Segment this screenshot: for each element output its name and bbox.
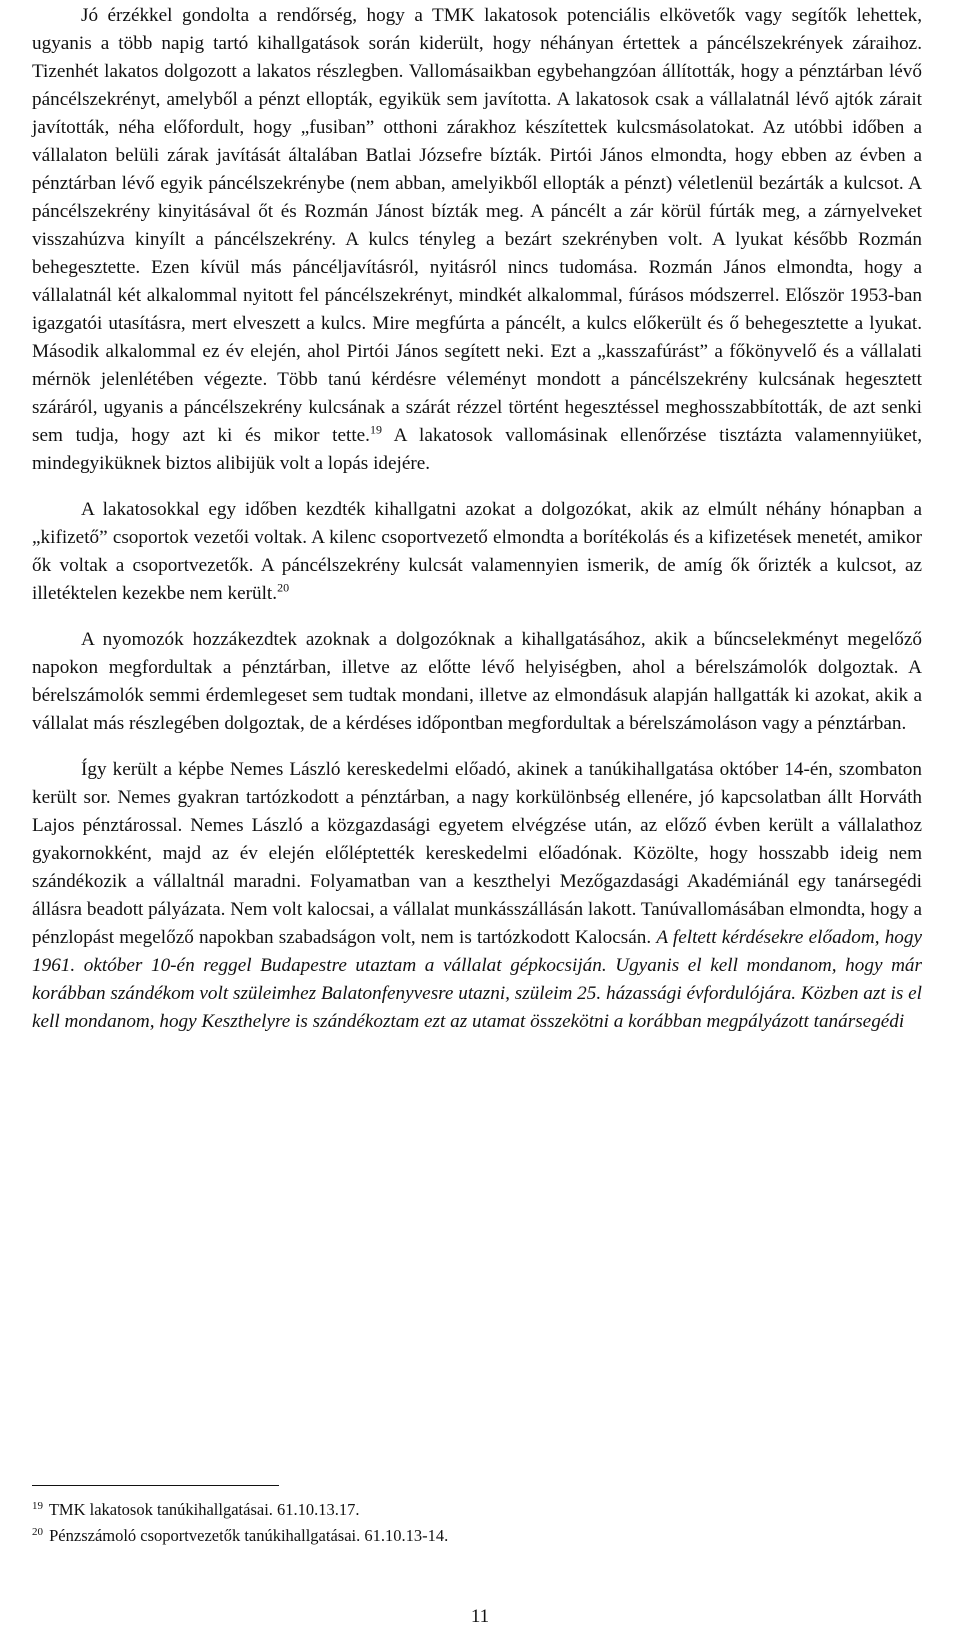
footnote-text: TMK lakatosok tanúkihallgatásai. 61.10.13.17. xyxy=(48,1500,360,1519)
paragraph-3-text: A nyomozók hozzákezdtek azoknak a dolgozóknak a kihallgatásához, akik a bűncselekményt megelőző napokon megfordultak a pénztárban, illetve az előtte lévő helyiségben, ahol a bérelszámolók dolgoztak. A bérelszámolók semmi érdemlegeset sem tudtak mondani, illetve az elmondásuk alapján hallgatták ki azokat, akik a vállalat más részlegében dolgoztak, de a kérdéses időpontban megfordultak a bérelszámoláson vagy a pénztárban. xyxy=(32,629,922,734)
footnote-19 xyxy=(32,1497,922,1523)
paragraph-1-after: A lakatosok vallomásinak ellenőrzése tisztázta valamennyiüket, mindegyiküknek biztos alibijük volt a lopás idejére. xyxy=(32,425,922,474)
paragraph-3 xyxy=(32,626,922,738)
footnote-separator xyxy=(32,1485,279,1486)
paragraph-2-text: A lakatosokkal egy időben kezdték kihallgatni azokat a dolgozókat, akik az elmúlt néhány hónapban a „kifizető” csoportok vezetői voltak. A kilenc csoportvezető elmondta a borítékolás és a kifizetések menetét, amikor ők voltak a csoportvezetők. A páncélszekrény kulcsát valamennyien ismerik, de amíg ők őrizték a kulcsot, az illetéktelen kezekbe nem került. xyxy=(32,499,922,604)
paragraph-4 xyxy=(32,756,922,1036)
footnote-20 xyxy=(32,1523,922,1549)
paragraph-4-quote: A feltett kérdésekre előadom, hogy 1961. október 10-én reggel Budapestre utaztam a vállalat gépkocsiján. Ugyanis el kell mondanom, hogy már korábban szándékom volt szüleimhez Balatonfenyvesre utazni, szüleim 25. házassági évfordulójára. Közben azt is el kell mondanom, hogy Keszthelyre is szándékoztam ezt az utamat összekötni a korábban megpályázott tanársegédi xyxy=(32,927,922,1032)
paragraph-2 xyxy=(32,496,922,608)
paragraph-1-text: Jó érzékkel gondolta a rendőrség, hogy a TMK lakatosok potenciális elkövetők vagy segítők lehettek, ugyanis a több napig tartó kihallgatások során kiderült, hogy néhányan értettek a páncélszekrények záraihoz. Tizenhét lakatos dolgozott a lakatos részlegben. Vallomásaikban egybehangzóan állították, hogy a pénztárban lévő páncélszekrényt, amelyből a pénzt ellopták, egyikük sem javította. A lakatosok csak a vállalatnál lévő ajtók zárait javították, néha előfordult, hogy „fusiban” otthoni zárakhoz készítettek kulcsmásolatokat. Az utóbbi időben a vállalaton belüli zárak javítását általában Batlai Józsefre bízták. Pirtói János elmondta, hogy ebben az évben a pénztárban lévő egyik páncélszekrénybe (nem abban, amelyikből ellopták a pénzt) véletlenül bezárták a kulcsot. A páncélszekrény kinyitásával őt és Rozmán Jánost bízták meg. A páncélt a zár körül fúrták meg, a zárnyelveket visszahúzva kinyílt a páncélszekrény. A kulcs tényleg a bezárt szekrényben volt. A lyukat később Rozmán behegesztette. Ezen kívül más páncéljavításról, nyitásról nincs tudomása. Rozmán János elmondta, hogy a vállalatnál két alkalommal nyitott fel páncélszekrényt, mindkét alkalommal, fúrásos módszerrel. Először 1953-ban igazgatói utasításra, mert elveszett a kulcs. Mire megfúrta a páncélt, a kulcs előkerült és ő behegesztette a lyukat. Második alkalommal ez év elején, ahol Pirtói János segített neki. Ezt a „kasszafúrást” a főkönyvelő és a vállalati mérnök jelenlétében végezte. Több tanú kérdésre véleményt mondott a páncélszekrény kulcsának hegesztett száráról, ugyanis a páncélszekrény kulcsának a szárát rézzel történt hegesztéssel meghosszabbították, de azt senki sem tudja, hogy azt ki és mikor tette. xyxy=(32,5,922,446)
footnote-text: Pénzszámoló csoportvezetők tanúkihallgatásai. 61.10.13-14. xyxy=(49,1526,449,1545)
footnote-number: 19 xyxy=(32,1499,43,1512)
body-text xyxy=(32,2,922,1054)
footnote-number: 20 xyxy=(32,1525,43,1538)
footnote-ref-19[interactable]: 19 xyxy=(369,422,382,437)
paragraph-4-text: Így került a képbe Nemes László kereskedelmi előadó, akinek a tanúkihallgatása október 14-én, szombaton került sor. Nemes gyakran tartózkodott a pénztárban, a nagy korkülönbség ellenére, jó kapcsolatban állt Horváth Lajos pénztárossal. Nemes László a közgazdasági egyetem elvégzése után, az előző évben került a vállalathoz gyakornokként, majd az év elején előléptették kereskedelmi előadónak. Közölte, hogy hosszabb ideig nem szándékozik a vállaltnál maradni. Folyamatban van a keszthelyi Mezőgazdasági Akadémiánál egy tanársegédi állásra beadott pályázata. Nem volt kalocsai, a vállalat munkásszállásán lakott. Tanúvallomásában elmondta, hogy a pénzlopást megelőző napokban szabadságon volt, nem is tartózkodott Kalocsán. xyxy=(32,759,922,948)
paragraph-1 xyxy=(32,2,922,478)
footnotes xyxy=(32,1497,922,1549)
footnote-ref-20[interactable]: 20 xyxy=(277,580,290,595)
page-number: 11 xyxy=(470,1606,490,1627)
